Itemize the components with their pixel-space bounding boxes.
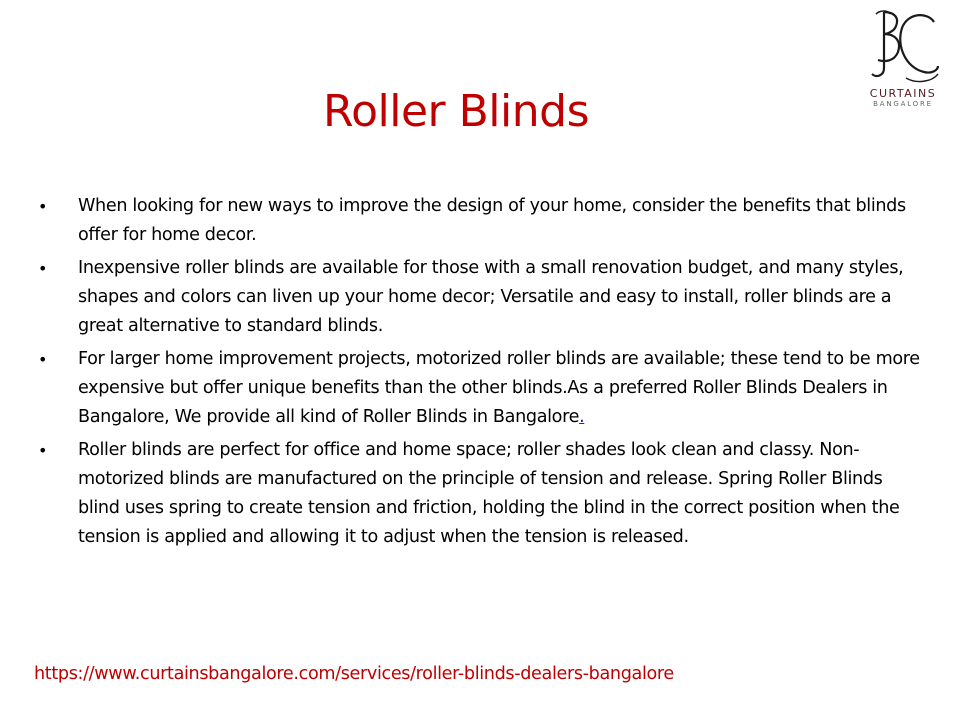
logo-name: CURTAINS: [869, 87, 937, 100]
bullet-text: When looking for new ways to improve the design of your home, consider the benefits that blinds offer for home decor.: [78, 196, 906, 245]
bullet-item: [36, 345, 920, 432]
bc-monogram-icon: [866, 8, 940, 86]
bullet-item: [36, 436, 920, 552]
bullet-marker: •: [38, 350, 48, 369]
bullet-text: Inexpensive roller blinds are available for those with a small renovation budget, and many styles, shapes and colors can liven up your home decor; Versatile and easy to install, roller blinds are a great alternative to standard blinds.: [78, 258, 904, 336]
slide-title: Roller Blinds: [323, 86, 589, 137]
bullet-text: For larger home improvement projects, motorized roller blinds are available; these tend to be more expensive but offer unique benefits than the other blinds.As a preferred Roller Blinds Dealers in Bangalore, We provide all kind of Roller Blinds in Bangalore: [78, 349, 920, 427]
bullet-list: [36, 192, 920, 556]
bullet-item: [36, 192, 920, 250]
bullet-marker: •: [38, 259, 48, 278]
bullet-marker: •: [38, 441, 48, 460]
bullet-marker: •: [38, 197, 48, 216]
inline-link[interactable]: .: [579, 407, 585, 427]
footer-url[interactable]: https://www.curtainsbangalore.com/services/roller-blinds-dealers-bangalore: [34, 664, 674, 684]
bullet-text: Roller blinds are perfect for office and home space; roller shades look clean and classy. Non-motorized blinds are manufactured on the principle of tension and release. Spring Roller Blinds blind uses spring to create tension and friction, holding the blind in the correct position when the tension is applied and allowing it to adjust when the tension is released.: [78, 440, 900, 547]
logo-subtitle: BANGALORE: [873, 100, 933, 108]
bullet-item: [36, 254, 920, 341]
